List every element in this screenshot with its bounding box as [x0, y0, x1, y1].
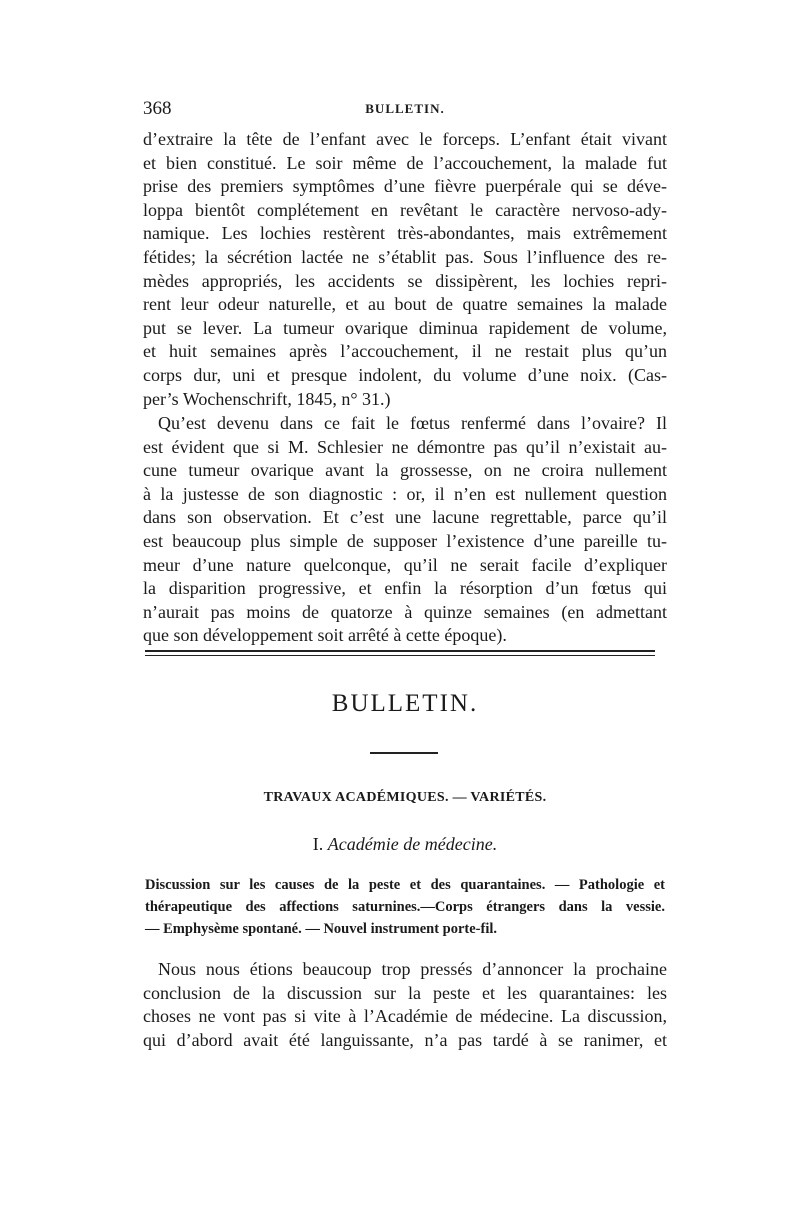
text-line: n’aurait pas moins de quatorze à quinze semaines (en admettant: [143, 601, 667, 622]
text-line: choses ne vont pas si vite à l’Académie de médecine. La discussion,: [143, 1006, 667, 1027]
summary-line: — Emphysème spontané. — Nouvel instrument porte-fil.: [145, 921, 498, 937]
academy-name: Académie de médecine.: [327, 834, 498, 854]
divider-line-thin: [145, 655, 655, 656]
summary: [145, 874, 665, 940]
text-line: dans son observation. Et c’est une lacune regrettable, parce qu’il: [143, 507, 667, 528]
academy-heading: [143, 834, 667, 855]
page-header: [143, 98, 667, 122]
text-line: mèdes appropriés, les accidents se dissipèrent, les lochies repri-: [143, 270, 667, 291]
text-line: conclusion de la discussion sur la peste et les quarantaines: les: [143, 982, 667, 1003]
text-line: la disparition progressive, et enfin la résorption d’un fœtus qui: [143, 578, 667, 599]
section-title: BULLETIN.: [331, 690, 479, 717]
page-number: 368: [143, 98, 172, 119]
text-line: prise des premiers symptômes d’une fièvre puerpérale qui se déve-: [143, 176, 667, 197]
text-line: fétides; la sécrétion lactée ne s’établit pas. Sous l’influence des re-: [143, 246, 667, 267]
paragraph-1: [143, 128, 667, 411]
text-line: corps dur, uni et presque indolent, du volume d’une noix. (Cas-: [143, 364, 667, 385]
text-line: et bien constitué. Le soir même de l’accouchement, la malade fut: [143, 152, 667, 173]
paragraph-2: [143, 412, 667, 648]
text-line: per’s Wochenschrift, 1845, n° 31.): [143, 388, 391, 409]
text-line: Nous nous étions beaucoup trop pressés d’annoncer la prochaine: [158, 959, 667, 979]
text-line: namique. Les lochies restèrent très-abondantes, mais extrêmement: [143, 223, 667, 244]
subsection-title: TRAVAUX ACADÉMIQUES. — VARIÉTÉS.: [263, 790, 547, 805]
summary-line: thérapeutique des affections saturnines.—Corps étrangers dans la vessie.: [145, 899, 665, 915]
text-line: est beaucoup plus simple de supposer l’existence d’une pareille tu-: [143, 530, 667, 551]
divider-line-thick: [145, 650, 655, 652]
text-line: loppa bientôt complétement en revêtant le caractère nervoso-ady-: [143, 199, 667, 220]
section-divider: [145, 650, 655, 660]
text-line: cune tumeur ovarique avant la grossesse, on ne croira nullement: [143, 460, 667, 481]
text-line: Qu’est devenu dans ce fait le fœtus renfermé dans l’ovaire? Il: [158, 413, 667, 433]
text-line: et huit semaines après l’accouchement, il ne restait plus qu’un: [143, 341, 667, 362]
text-line: à la justesse de son diagnostic : or, il n’en est nullement question: [143, 483, 667, 504]
academy-number: I.: [312, 834, 324, 854]
paragraph-3: [143, 958, 667, 1052]
summary-line: Discussion sur les causes de la peste et des quarantaines. — Pathologie et: [145, 877, 665, 893]
text-line: meur d’une nature quelconque, qu’il ne serait facile d’expliquer: [143, 554, 667, 575]
title-rule: [370, 752, 438, 754]
text-line: qui d’abord avait été languissante, n’a pas tardé à se ranimer, et: [143, 1029, 667, 1050]
text-line: d’extraire la tête de l’enfant avec le forceps. L’enfant était vivant: [143, 129, 667, 149]
text-line: put se lever. La tumeur ovarique diminua rapidement de volume,: [143, 317, 667, 338]
text-line: que son développement soit arrêté à cette époque).: [143, 625, 507, 646]
text-line: rent leur odeur naturelle, et au bout de quatre semaines la malade: [143, 294, 667, 315]
running-head: BULLETIN.: [365, 101, 445, 116]
text-line: est évident que si M. Schlesier ne démontre pas qu’il n’existait au-: [143, 436, 667, 457]
